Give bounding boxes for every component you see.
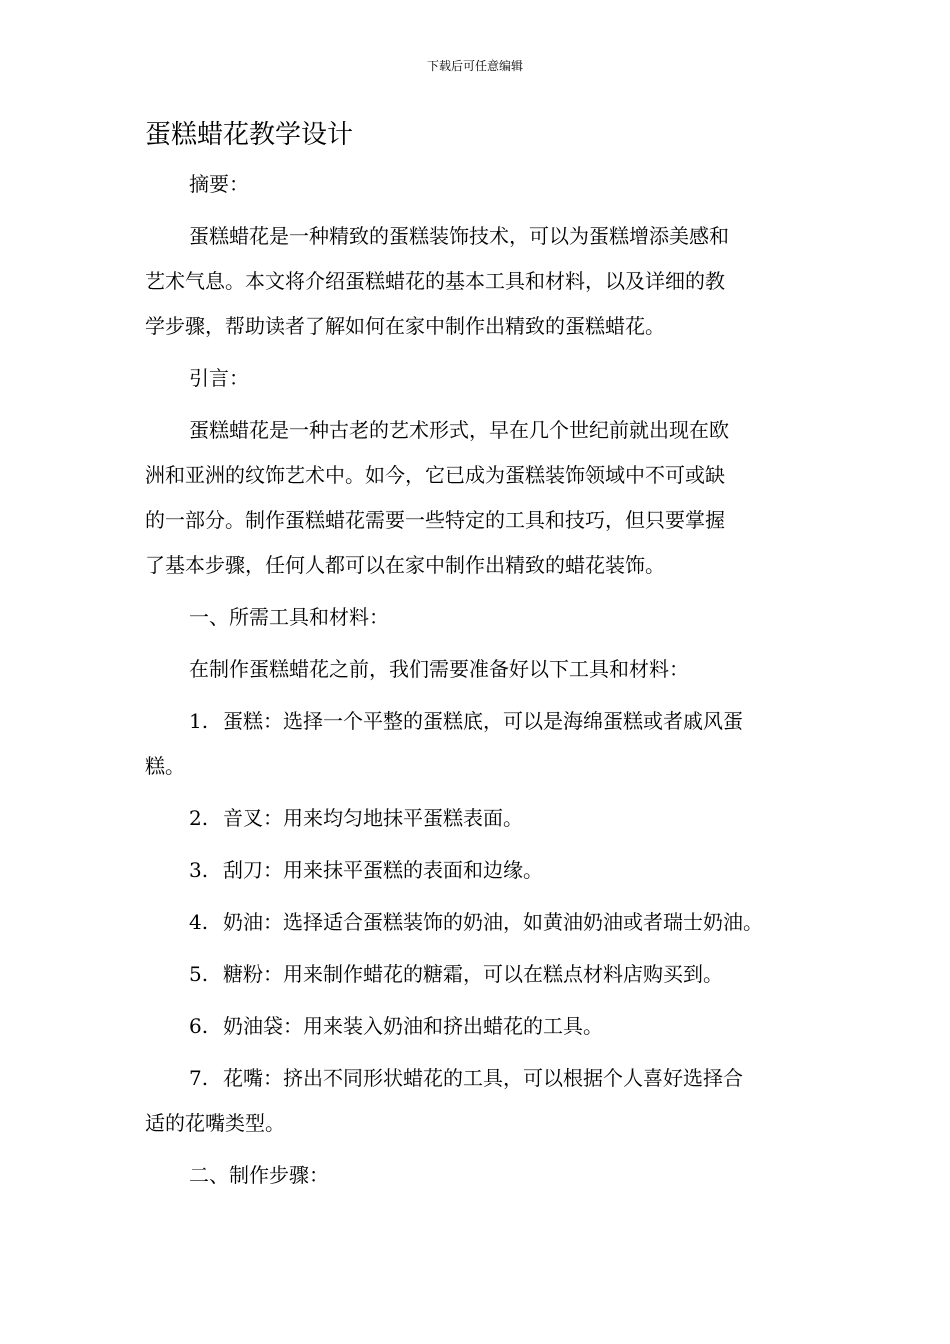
list-item-text: 蛋糕：选择一个平整的蛋糕底，可以是海绵蛋糕或者戚风蛋: [223, 709, 743, 733]
list-item-number: 7.: [189, 1066, 209, 1090]
document-title: 蛋糕蜡花教学设计: [145, 120, 354, 150]
list-item-text: 糖粉：用来制作蜡花的糖霜，可以在糕点材料店购买到。: [223, 962, 723, 986]
intro-line: 了基本步骤，任何人都可以在家中制作出精致的蜡花装饰。: [145, 553, 665, 577]
list-item-text: 奶油袋：用来装入奶油和挤出蜡花的工具。: [223, 1014, 603, 1038]
section2-heading: 二、制作步骤：: [189, 1163, 329, 1187]
list-item-number: 2.: [189, 806, 209, 830]
intro-line: 的一部分。制作蛋糕蜡花需要一些特定的工具和技巧，但只要掌握: [145, 508, 725, 532]
list-item-continuation: 适的花嘴类型。: [145, 1111, 285, 1135]
list-item: [145, 964, 723, 984]
intro-heading: 引言：: [189, 366, 249, 390]
intro-line: 蛋糕蜡花是一种古老的艺术形式，早在几个世纪前就出现在欧: [189, 418, 729, 442]
list-item-number: 5.: [189, 962, 209, 986]
list-item: [145, 1016, 603, 1036]
list-item-number: 1.: [189, 709, 209, 733]
intro-line: 洲和亚洲的纹饰艺术中。如今，它已成为蛋糕装饰领域中不可或缺: [145, 463, 725, 487]
list-item-text: 刮刀：用来抹平蛋糕的表面和边缘。: [223, 858, 543, 882]
list-item: [145, 808, 523, 828]
list-item-text: 奶油：选择适合蛋糕装饰的奶油，如黄油奶油或者瑞士奶油。: [223, 910, 763, 934]
list-item: [145, 1068, 743, 1088]
list-item: [145, 860, 543, 880]
header-note: 下载后可任意编辑: [426, 59, 523, 73]
list-item: [145, 912, 763, 932]
list-item: [145, 711, 743, 731]
list-item-number: 6.: [189, 1014, 209, 1038]
list-item-text: 音叉：用来均匀地抹平蛋糕表面。: [223, 806, 523, 830]
abstract-line: 蛋糕蜡花是一种精致的蛋糕装饰技术，可以为蛋糕增添美感和: [189, 224, 729, 248]
abstract-line: 学步骤，帮助读者了解如何在家中制作出精致的蛋糕蜡花。: [145, 314, 665, 338]
section1-heading: 一、所需工具和材料：: [189, 605, 389, 629]
abstract-heading: 摘要：: [189, 172, 249, 196]
list-item-continuation: 糕。: [145, 754, 185, 778]
list-item-number: 3.: [189, 858, 209, 882]
list-item-text: 花嘴：挤出不同形状蜡花的工具，可以根据个人喜好选择合: [223, 1066, 743, 1090]
abstract-line: 艺术气息。本文将介绍蛋糕蜡花的基本工具和材料，以及详细的教: [145, 269, 725, 293]
section1-intro: 在制作蛋糕蜡花之前，我们需要准备好以下工具和材料：: [189, 657, 689, 681]
list-item-number: 4.: [189, 910, 209, 934]
